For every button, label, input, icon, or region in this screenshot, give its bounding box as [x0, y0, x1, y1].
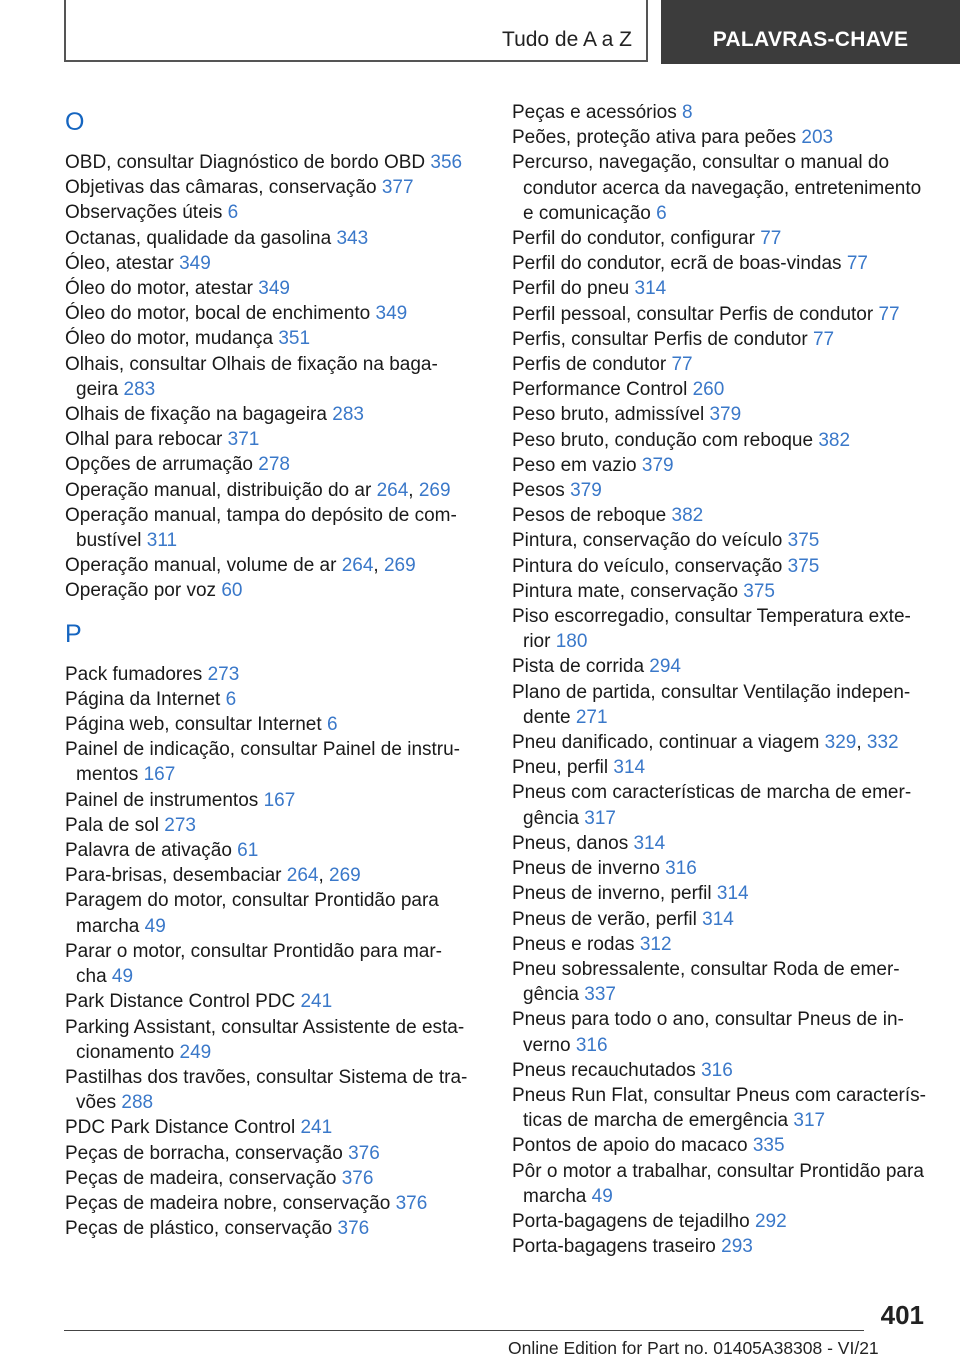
- index-entry: [65, 578, 485, 603]
- entry-text: Pneu, perfil: [512, 757, 609, 779]
- index-entry: [65, 1216, 485, 1241]
- entry-text: geira: [76, 378, 119, 400]
- entry-text: Opções de arrumação: [65, 454, 253, 476]
- entry-text: Peças de plástico, conservação: [65, 1218, 333, 1240]
- page-reference-link[interactable]: 293: [721, 1236, 753, 1258]
- index-letter-heading: O: [65, 108, 85, 136]
- entry-text: OBD, consultar Diagnóstico de bordo OBD: [65, 152, 426, 173]
- entry-text: Piso escorregadio, consultar Temperatura exte-: [512, 606, 911, 628]
- page-reference-link[interactable]: 314: [702, 908, 734, 930]
- page-reference-link[interactable]: 377: [381, 177, 414, 199]
- page-reference-link[interactable]: 6: [656, 202, 667, 224]
- page-reference-link[interactable]: 283: [332, 404, 364, 426]
- entry-text: e comunicação: [523, 202, 651, 224]
- page-reference-link[interactable]: 379: [709, 404, 742, 426]
- entry-text: gência: [523, 984, 579, 1006]
- page-reference-link[interactable]: 316: [665, 858, 697, 880]
- page-reference-link[interactable]: 273: [164, 814, 196, 836]
- page-reference-link[interactable]: 271: [575, 706, 608, 728]
- page-reference-link[interactable]: 337: [584, 984, 616, 1006]
- entry-text: Operação manual, distribuição do ar: [65, 479, 372, 501]
- page-reference-link[interactable]: 343: [336, 227, 369, 249]
- index-entry: [65, 1141, 485, 1166]
- entry-text: ticas de marcha de emergência: [523, 1110, 789, 1132]
- index-entry: [512, 1007, 932, 1057]
- entry-text: Óleo do motor, bocal de enchimento: [65, 303, 371, 325]
- page-number: 401: [880, 1300, 924, 1330]
- index-entry: [65, 226, 485, 251]
- entry-text: Peças de madeira nobre, conservação: [65, 1192, 391, 1214]
- page-reference-link[interactable]: 314: [634, 278, 667, 300]
- index-entry: [512, 150, 932, 226]
- entry-text: Para-brisas, desembaciar: [65, 865, 282, 887]
- index-entry: [65, 200, 485, 225]
- index-entry: [512, 604, 932, 654]
- page-reference-link[interactable]: 203: [801, 127, 834, 149]
- index-entry: [512, 503, 932, 528]
- index-entry: [65, 1191, 485, 1216]
- index-entry: [512, 100, 932, 125]
- index-entry: Pneu danificado, continuar a viagem 329, 332: [512, 732, 899, 754]
- section-title: Tudo de A a Z: [502, 28, 632, 51]
- page-reference-link[interactable]: 375: [787, 530, 820, 552]
- page-reference-link[interactable]: 77: [878, 303, 900, 325]
- index-entry: [512, 528, 932, 553]
- page-reference-link[interactable]: 376: [341, 1167, 374, 1189]
- page-reference-link[interactable]: 376: [337, 1218, 370, 1240]
- index-entry: Para-brisas, desembaciar 264, 269: [65, 865, 361, 887]
- chapter-tab: [661, 0, 960, 64]
- index-entry: [65, 326, 485, 351]
- index-entry: [512, 907, 932, 932]
- entry-text: Pala de sol: [65, 814, 160, 836]
- entry-text: Operação manual, tampa do depósito de com-: [65, 504, 457, 526]
- entry-text: Performance Control: [512, 379, 688, 401]
- page-reference-link[interactable]: 382: [671, 505, 704, 527]
- page-reference-link[interactable]: 77: [671, 354, 693, 376]
- index-entry: [512, 780, 932, 830]
- page-reference-link[interactable]: 49: [144, 915, 166, 937]
- entry-text: Objetivas das câmaras, conservação: [65, 177, 377, 199]
- page-reference-link[interactable]: 6: [326, 714, 338, 736]
- entry-text: bustível: [76, 530, 142, 552]
- entry-text: Pneus Run Flat, consultar Pneus com caracterís-: [512, 1084, 926, 1106]
- entry-text: vões: [76, 1092, 117, 1114]
- index-entry: [512, 579, 932, 604]
- entry-text: cha: [76, 966, 107, 988]
- entry-text: Perfil do condutor, ecrã de boas-vindas: [512, 253, 842, 275]
- page-reference-link[interactable]: 376: [395, 1192, 428, 1214]
- edition-note: Online Edition for Part no. 01405A38308 - VI/21: [508, 1338, 879, 1358]
- page-reference-link[interactable]: 335: [752, 1135, 785, 1157]
- entry-text: mentos: [76, 764, 139, 786]
- entry-text: Pintura mate, conservação: [512, 580, 739, 602]
- entry-text: Pack fumadores: [65, 663, 203, 685]
- page-reference-link[interactable]: 312: [639, 933, 672, 955]
- entry-text: Pneu danificado, continuar a viagem: [512, 732, 820, 754]
- index-entry: [512, 1209, 932, 1234]
- entry-text: Perfis de condutor: [512, 354, 667, 376]
- index-entry: [65, 301, 485, 326]
- entry-text: Olhal para rebocar: [65, 429, 223, 451]
- entry-text: Percurso, navegação, consultar o manual do: [512, 152, 890, 174]
- page-reference-link[interactable]: 314: [613, 757, 646, 779]
- page-reference-link[interactable]: 349: [179, 252, 211, 274]
- page-reference-link[interactable]: 49: [111, 966, 134, 988]
- index-entry: [65, 427, 485, 452]
- index-entry: [512, 680, 932, 730]
- entry-text: Óleo do motor, mudança: [65, 328, 274, 350]
- page-reference-link[interactable]: 314: [633, 832, 666, 854]
- page-reference-link[interactable]: 311: [146, 530, 178, 552]
- page-reference-link[interactable]: 379: [641, 454, 674, 476]
- entry-text: Painel de instrumentos: [65, 789, 259, 811]
- entry-text: Perfil pessoal, consultar Perfis de condutor: [512, 303, 874, 325]
- index-entry: [65, 712, 485, 737]
- entry-text: rior: [523, 631, 551, 653]
- index-entry: [512, 755, 932, 780]
- index-entry: [512, 302, 932, 327]
- page-reference-link[interactable]: 356: [430, 152, 463, 173]
- entry-text: Porta-bagagens traseiro: [512, 1236, 716, 1258]
- index-entry: [512, 428, 932, 453]
- index-entry: [512, 276, 932, 301]
- page-reference-link[interactable]: 349: [375, 303, 408, 325]
- entry-text: Operação por voz: [65, 580, 217, 602]
- entry-text: dente: [523, 706, 571, 728]
- entry-text: Peões, proteção ativa para peões: [512, 127, 797, 149]
- entry-text: Pneus de inverno, perfil: [512, 883, 712, 905]
- index-entry: [512, 402, 932, 427]
- index-entry: [512, 352, 932, 377]
- page-reference-link[interactable]: 6: [227, 202, 239, 224]
- entry-text: cionamento: [76, 1041, 175, 1063]
- entry-text: Pneus com características de marcha de emer-: [512, 782, 912, 804]
- entry-text: Octanas, qualidade da gasolina: [65, 227, 332, 249]
- index-entry: [512, 1083, 932, 1133]
- index-entry: [65, 1115, 485, 1140]
- index-entry: [65, 1065, 485, 1115]
- entry-text: Perfil do pneu: [512, 278, 630, 300]
- index-entry: [65, 150, 485, 175]
- entry-text: Peças e acessórios: [512, 102, 677, 123]
- index-entry: [65, 662, 485, 687]
- page-reference-link[interactable]: 241: [300, 991, 333, 1013]
- entry-text: Parar o motor, consultar Prontidão para mar-: [65, 940, 443, 962]
- entry-text: Pneu sobressalente, consultar Roda de emer-: [512, 958, 900, 980]
- page-reference-link[interactable]: 77: [760, 228, 782, 250]
- index-entry: [512, 125, 932, 150]
- index-entry: [65, 503, 485, 553]
- page-reference-link[interactable]: 329: [824, 732, 857, 754]
- entry-text: Pneus de verão, perfil: [512, 908, 697, 930]
- page-reference-link[interactable]: 317: [584, 807, 616, 829]
- entry-text: Pintura do veículo, conservação: [512, 555, 783, 577]
- entry-text: Peças de madeira, conservação: [65, 1167, 337, 1189]
- page-reference-link[interactable]: 241: [300, 1117, 333, 1139]
- entry-text: Plano de partida, consultar Ventilação indepen-: [512, 681, 911, 703]
- entry-text: Pneus de inverno: [512, 858, 660, 880]
- page-reference-link[interactable]: 349: [258, 278, 290, 300]
- entry-text: gência: [523, 807, 579, 829]
- page-reference-link[interactable]: 264: [286, 865, 319, 887]
- index-entry: [512, 1133, 932, 1158]
- index-entry: [512, 1234, 932, 1259]
- index-entry: [512, 251, 932, 276]
- entry-text: Pôr o motor a trabalhar, consultar Prontidão para: [512, 1160, 924, 1182]
- index-entry: [65, 251, 485, 276]
- entry-text: Óleo do motor, atestar: [65, 278, 253, 300]
- index-entry: [65, 888, 485, 938]
- index-entry: [512, 554, 932, 579]
- page-reference-link[interactable]: 332: [866, 732, 899, 754]
- index-entry: [65, 276, 485, 301]
- entry-text: Park Distance Control PDC: [65, 991, 296, 1013]
- page-reference-link[interactable]: 316: [701, 1059, 733, 1081]
- page-reference-link[interactable]: 314: [716, 883, 749, 905]
- entry-text: marcha: [76, 915, 140, 937]
- index-entry: [65, 1015, 485, 1065]
- page-reference-link[interactable]: 278: [258, 454, 290, 476]
- index-entry: [512, 831, 932, 856]
- index-entry: [65, 175, 485, 200]
- index-entry: [65, 788, 485, 813]
- page-reference-link[interactable]: 269: [383, 555, 416, 577]
- page-reference-link[interactable]: 371: [227, 429, 260, 451]
- page-reference-link[interactable]: 351: [278, 328, 311, 350]
- page-reference-link[interactable]: 264: [376, 479, 409, 501]
- entry-text: Parking Assistant, consultar Assistente de esta-: [65, 1016, 465, 1038]
- index-entry: [512, 856, 932, 881]
- entry-text: Perfis, consultar Perfis de condutor: [512, 328, 808, 350]
- index-entry: [65, 989, 485, 1014]
- chapter-title: PALAVRAS-CHAVE: [712, 28, 909, 51]
- index-entry: [65, 838, 485, 863]
- page-reference-link[interactable]: 316: [575, 1034, 608, 1056]
- entry-text: Peças de borracha, conservação: [65, 1142, 343, 1164]
- page-reference-link[interactable]: 269: [329, 865, 361, 887]
- entry-text: Porta-bagagens de tejadilho: [512, 1210, 750, 1232]
- page-reference-link[interactable]: 49: [591, 1185, 613, 1207]
- page-reference-link[interactable]: 260: [692, 379, 725, 401]
- entry-text: Pneus, danos: [512, 832, 629, 854]
- entry-text: Perfil do condutor, configurar: [512, 228, 755, 250]
- index-entry: [65, 687, 485, 712]
- index-letter-heading: P: [65, 619, 82, 648]
- page-reference-link[interactable]: 376: [348, 1142, 380, 1164]
- index-entry: [512, 654, 932, 679]
- page-reference-link[interactable]: 375: [743, 580, 775, 602]
- page-reference-link[interactable]: 288: [121, 1092, 154, 1114]
- index-entry: Operação manual, distribuição do ar 264, 269: [65, 479, 451, 501]
- index-entry: [512, 1159, 932, 1209]
- page-reference-link[interactable]: 294: [649, 656, 681, 678]
- entry-text: Pesos: [512, 480, 565, 502]
- page-reference-link[interactable]: 317: [793, 1110, 826, 1132]
- entry-text: condutor acerca da navegação, entretenimento: [523, 177, 922, 199]
- page-reference-link[interactable]: 8: [682, 102, 693, 123]
- entry-text: Painel de indicação, consultar Painel de instru-: [65, 739, 461, 761]
- entry-text: verno: [523, 1034, 571, 1056]
- section-tab: [64, 0, 648, 62]
- entry-text: Pesos de reboque: [512, 505, 667, 527]
- entry-text: Página web, consultar Internet: [65, 714, 322, 736]
- index-entry: [512, 1058, 932, 1083]
- entry-text: Operação manual, volume de ar: [65, 555, 337, 577]
- page-reference-link[interactable]: 180: [555, 631, 588, 653]
- index-entry: [65, 1166, 485, 1191]
- entry-text: Pneus e rodas: [512, 933, 635, 955]
- index-entry: [65, 452, 485, 477]
- index-entry: [512, 453, 932, 478]
- entry-text: Pontos de apoio do macaco: [512, 1135, 748, 1157]
- page-reference-link[interactable]: 61: [237, 840, 259, 862]
- entry-text: Olhais, consultar Olhais de fixação na baga-: [65, 353, 438, 375]
- index-entry: [65, 813, 485, 838]
- index-entry: [512, 226, 932, 251]
- entry-text: Pintura, conservação do veículo: [512, 530, 783, 552]
- index-column-right: [512, 100, 932, 1259]
- page-header: [64, 0, 960, 64]
- page-reference-link[interactable]: 379: [570, 480, 602, 502]
- page-reference-link[interactable]: 167: [143, 764, 176, 786]
- entry-text: Página da Internet: [65, 688, 221, 710]
- entry-text: PDC Park Distance Control: [65, 1117, 296, 1139]
- entry-text: Observações úteis: [65, 202, 223, 224]
- page-reference-link[interactable]: 273: [207, 663, 240, 685]
- page-reference-link[interactable]: 77: [846, 253, 868, 275]
- entry-text: marcha: [523, 1185, 587, 1207]
- page-reference-link[interactable]: 6: [225, 688, 237, 710]
- entry-text: Peso em vazio: [512, 454, 637, 476]
- page-reference-link[interactable]: 60: [221, 580, 243, 602]
- index-entry: [512, 881, 932, 906]
- entry-text: Paragem do motor, consultar Prontidão para: [65, 890, 439, 912]
- page-reference-link[interactable]: 283: [123, 378, 156, 400]
- index-entry: [65, 352, 485, 402]
- index-entry: [65, 737, 485, 787]
- entry-text: Óleo, atestar: [65, 252, 174, 274]
- page-reference-link[interactable]: 375: [787, 555, 820, 577]
- footer-divider: [64, 1330, 864, 1331]
- page-reference-link[interactable]: 264: [341, 555, 374, 577]
- index-entry: [512, 478, 932, 503]
- entry-text: Olhais de fixação na bagageira: [65, 404, 327, 426]
- entry-text: Pneus recauchutados: [512, 1059, 696, 1081]
- page-reference-link[interactable]: 77: [812, 328, 835, 350]
- entry-text: Pastilhas dos travões, consultar Sistema de tra-: [65, 1066, 468, 1088]
- index-entry: [65, 939, 485, 989]
- index-column-left: [65, 100, 485, 1241]
- entry-text: Peso bruto, condução com reboque: [512, 429, 814, 451]
- page-reference-link[interactable]: 382: [818, 429, 851, 451]
- index-entry: [512, 327, 932, 352]
- index-entry: [65, 402, 485, 427]
- entry-text: Peso bruto, admissível: [512, 404, 705, 426]
- index-entry: Operação manual, volume de ar 264, 269: [65, 555, 416, 577]
- index-entry: [512, 957, 932, 1007]
- page-reference-link[interactable]: 292: [754, 1210, 787, 1232]
- entry-text: Pneus para todo o ano, consultar Pneus de in-: [512, 1009, 904, 1031]
- entry-text: Pista de corrida: [512, 656, 645, 678]
- page-reference-link[interactable]: 249: [179, 1041, 212, 1063]
- page-reference-link[interactable]: 167: [263, 789, 296, 811]
- index-entry: [512, 377, 932, 402]
- index-entry: [512, 932, 932, 957]
- entry-text: Palavra de ativação: [65, 840, 232, 862]
- page-reference-link[interactable]: 269: [418, 479, 451, 501]
